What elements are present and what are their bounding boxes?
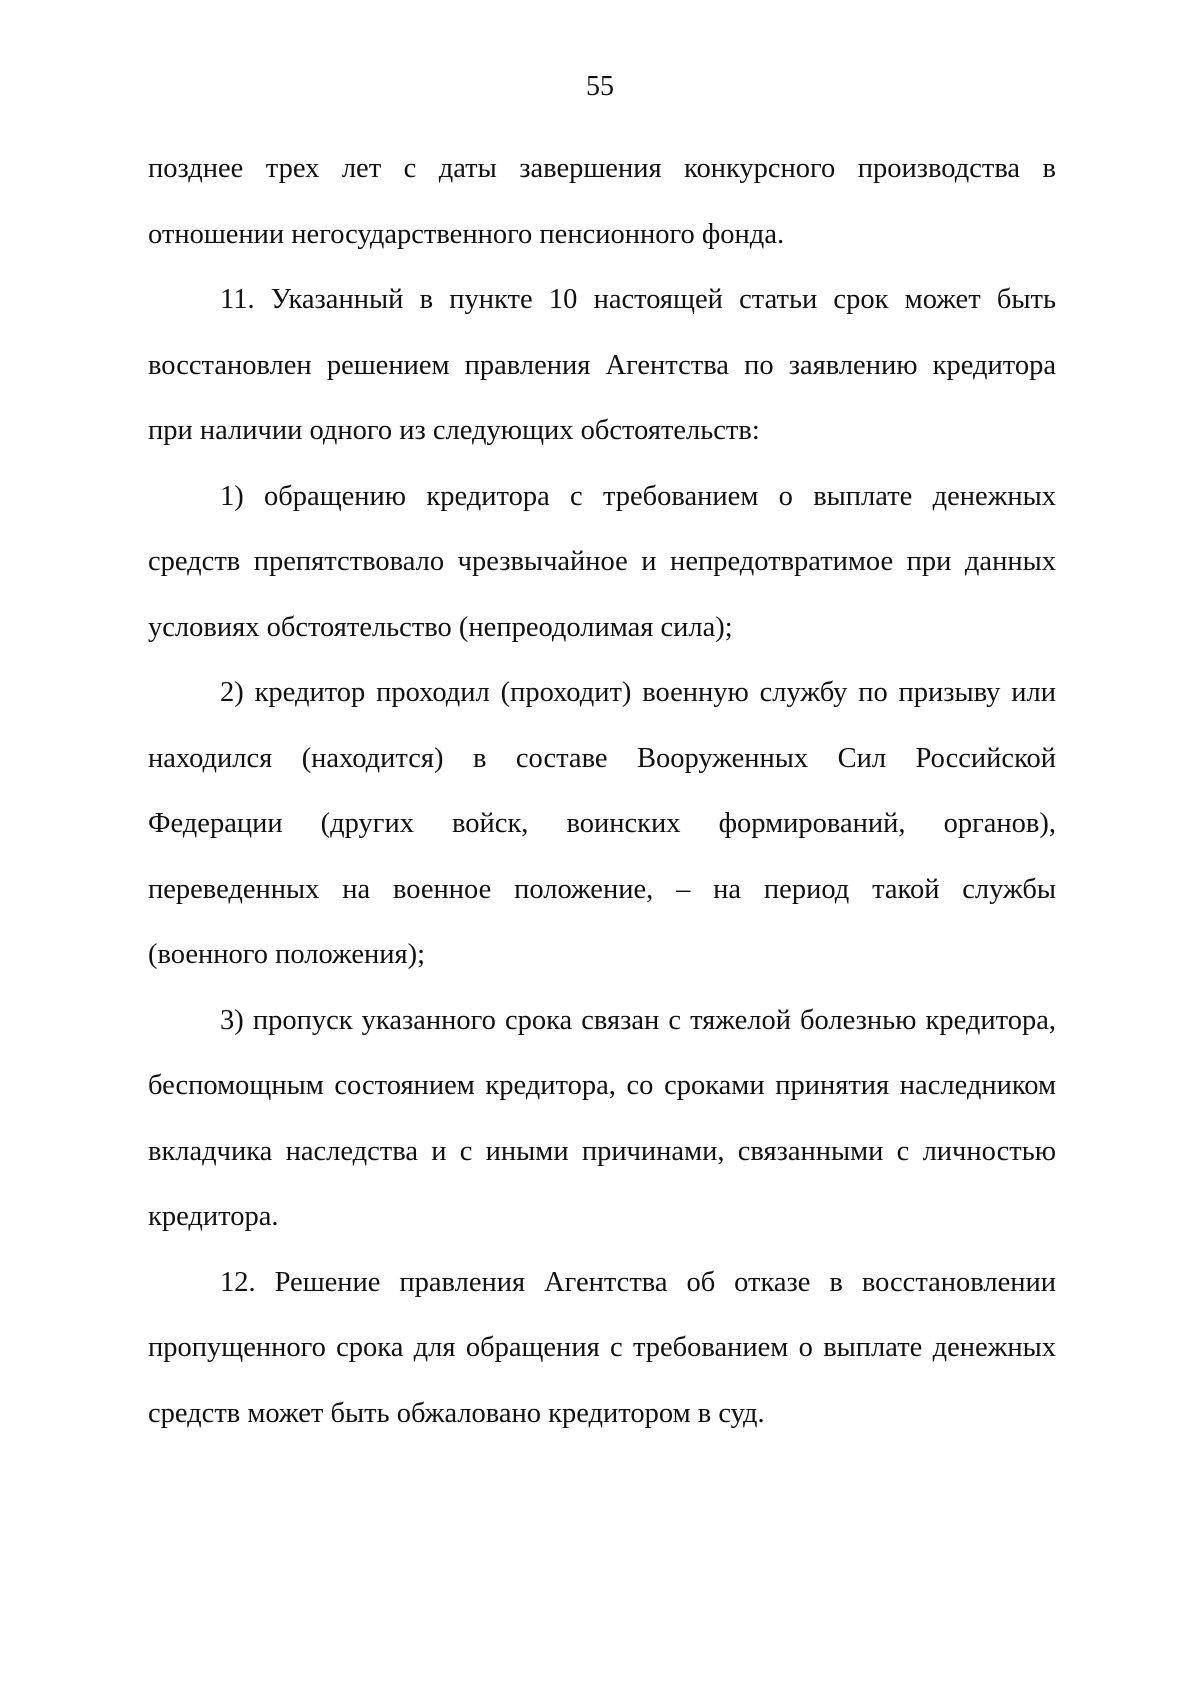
document-body: [148, 136, 1056, 1446]
paragraph-item-1: 1) обращению кредитора с требованием о выплате денежных средств препятствовало чрезвычайное и непредотвратимое при данных условиях обстоятельство (непреодолимая сила);: [148, 480, 1056, 643]
page-number: 55: [586, 71, 614, 102]
paragraph-continuation: позднее трех лет с даты завершения конкурсного производства в отношении негосударственного пенсионного фонда.: [148, 153, 1056, 250]
paragraph-item-2: 2) кредитор проходил (проходит) военную службу по призыву или находился (находится) в составе Вооруженных Сил Российской Федерации (других войск, воинских формирований, органов), переведенных на военное положение, – на период такой службы (военного положения);: [148, 677, 1056, 970]
paragraph-clause-11: 11. Указанный в пункте 10 настоящей статьи срок может быть восстановлен решением правления Агентства по заявлению кредитора при наличии одного из следующих обстоятельств:: [148, 284, 1056, 446]
paragraph-clause-12: 12. Решение правления Агентства об отказе в восстановлении пропущенного срока для обращения с требованием о выплате денежных средств может быть обжаловано кредитором в суд.: [148, 1266, 1056, 1429]
paragraph-item-3: 3) пропуск указанного срока связан с тяжелой болезнью кредитора, беспомощным состоянием кредитора, со сроками принятия наследником вкладчика наследства и с иными причинами, связанными с личностью кредитора.: [148, 1004, 1056, 1232]
